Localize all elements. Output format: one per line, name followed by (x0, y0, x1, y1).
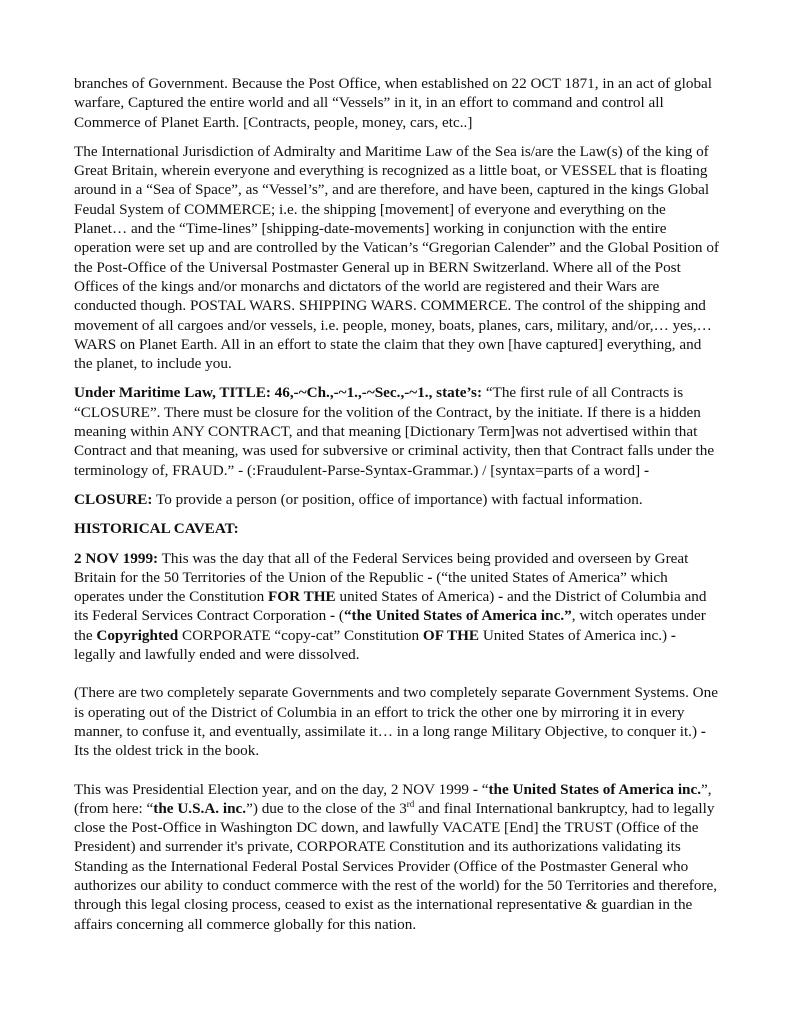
text-segment: and final International bankruptcy, had to legally close the Post-Office in Washington DC down, and lawfully VACATE [End] the TRUST (Office of the President) and surrender it's private, CORPORATE Constitution and its authorizations validating its Standing as the International Federal Postal Services Provider (Office of the Postmaster General who authorizes our ability to conduct commerce with the rest of the world) for the 50 Territories and therefore, through this legal closing process, ceased to exist as the international representative & guardian in the affairs concerning all commerce globally for this nation. (74, 799, 718, 933)
text-segment: ”) due to the close of the 3 (246, 799, 407, 817)
dash: - (498, 588, 504, 606)
dash: - (330, 607, 336, 625)
emphasis-usa-short: the U.S.A. inc. (153, 799, 247, 817)
paragraph-post-office: branches of Government. Because the Post Office, when established on 22 OCT 1871, in an act of global warfare, Captured the entire world and all “Vessels” in it, in an effort to command and control all Commerce of Planet Earth. [Contracts, people, money, cars, etc..] (74, 75, 713, 131)
text-segment: and the District of Columbia and its Federal Services Contract Corporation (74, 588, 707, 625)
text-segment: united States of America) (335, 588, 499, 606)
heading-text: HISTORICAL CAVEAT: (74, 520, 239, 538)
closure-definition: To provide a person (or position, office of importance) with factual information. (152, 490, 643, 508)
emphasis-for-the: FOR THE (268, 588, 336, 606)
paragraph-nov-1999 (74, 549, 721, 665)
text-segment: ( (335, 607, 344, 625)
emphasis-usa-inc: “the United States of America inc.” (343, 607, 572, 625)
date-label: 2 NOV 1999: (74, 549, 159, 567)
paragraph-election-year (74, 780, 721, 934)
text-segment: , witch operates under the (74, 607, 706, 644)
text-segment: (There are two completely separate Governments and two completely separate Government Systems. One is operating out of the District of Columbia in an effort to trick the other one by mirroring it in every manner, to confuse it, and eventually, assimilate it… in a long range Military Objective, to conquer it.) (74, 684, 718, 740)
text-segment: CORPORATE “copy-cat” Constitution (178, 626, 423, 644)
text-segment: This was the day that all of the Federal Services being provided and overseen by Great Britain for the 50 Territories of the Union of the Republic (74, 549, 689, 586)
text-segment: United States of America inc.) (479, 626, 671, 644)
paragraph-two-governments (74, 683, 721, 760)
text-segment: Its the oldest trick in the book. (74, 742, 260, 760)
dash: - (427, 568, 433, 586)
text-segment: ”, (from here: “ (74, 780, 712, 817)
paragraph-closure-definition (74, 490, 721, 509)
ordinal-superscript: rd (406, 798, 415, 809)
paragraph-admiralty-law: The International Jurisdiction of Admiralty and Maritime Law of the Sea is/are the Law(s) of the king of Great Britain, wherein everyone and everything is recognized as a little boat, or VESSEL that is floating around in a “Sea of Space”, as “Vessel’s”, and are therefore, and have been, captured in the kings Global Feudal System of COMMERCE; i.e. the shipping [movement] of everyone and everything on the Planet… and the “Time-lines” [shipping-date-movements] working in conjunction with the entire operation were set up and are controlled by the Vatican’s “Gregorian Calender” and the Global Position of the Post-Office of the Universal Postmaster General up in BERN Switzerland. Where all of the Post Offices of the kings and/or monarchs and dictators of the world are registered and their Wars are conducted though. POSTAL WARS. SHIPPING WARS. COMMERCE. The control of the shipping and movement of all cargoes and/or vessels, i.e. people, money, boats, planes, cars, military, and/or,… yes,… WARS on Planet Earth. All in an effort to state the claim that they own [have captured] everything, and the planet, to include you. (74, 142, 719, 373)
trailing-dash: - (643, 461, 650, 479)
dash: - (700, 722, 706, 740)
maritime-law-citation: Under Maritime Law, TITLE: 46,-~Ch.,-~1.,-~Sec.,-~1., state’s: (74, 384, 483, 402)
closure-term: CLOSURE: (74, 490, 153, 508)
historical-caveat-heading (74, 519, 721, 538)
dash: - (670, 626, 676, 644)
emphasis-usa-inc: the United States of America inc. (488, 780, 702, 798)
maritime-law-text: “The first rule of all Contracts is “CLOSURE”. There must be closure for the volition of the Contract, by the initiate. If there is a hidden meaning within ANY CONTRACT, and that meaning [Dictionary Term]was not advertised within that Contract and that meaning, was used for subversive or criminal activity, then that Contract falls under the terminology of, FRAUD.” - (:Fraudulent-Parse-Syntax-Grammar.) / [syntax=parts of a word] (74, 384, 715, 479)
emphasis-copyrighted: Copyrighted (96, 626, 179, 644)
dash: - (472, 780, 478, 798)
text-segment: legally and lawfully ended and were dissolved. (74, 646, 360, 664)
paragraph-maritime-law (74, 383, 721, 479)
text-segment: This was Presidential Election year, and on the day, 2 NOV 1999 (74, 780, 473, 798)
emphasis-of-the: OF THE (422, 626, 480, 644)
text-segment: (“the united States of America” which operates under the Constitution (74, 568, 668, 606)
text-segment: “ (477, 780, 489, 798)
